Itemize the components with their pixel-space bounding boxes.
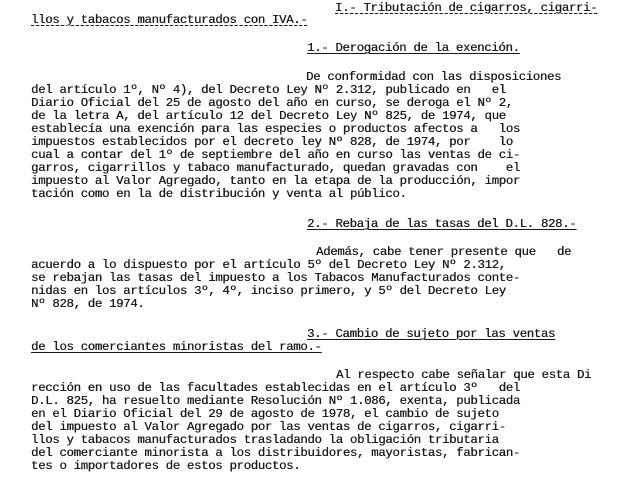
subsection-3-heading-line2: de los comerciantes minoristas del ramo.- (31, 340, 322, 354)
paragraph-line: Además, cabe tener presente que de (316, 245, 572, 259)
paragraph-line: tación como en la de distribución y venta al público. (31, 187, 407, 201)
paragraph-line: en el Diario Oficial del 29 de agosto de 1978, el cambio de sujeto (31, 407, 499, 421)
section-heading-line2: llos y tabacos manufacturados con IVA.- (31, 13, 308, 27)
paragraph-line: llos y tabacos manufacturados trasladando la obligación tributaria (31, 433, 499, 447)
paragraph-line: nidas en los artículos 3º, 4º, inciso primero, y 5º del Decreto Ley (31, 284, 506, 298)
paragraph-line: Diario Oficial del 25 de agosto del año en curso, se deroga el Nº 2, (31, 96, 513, 110)
paragraph-line: del comerciante minorista a los distribuidores, mayoristas, fabrican- (31, 446, 520, 460)
paragraph-line: Nº 828, de 1974. (31, 297, 145, 311)
paragraph-line: impuestos establecidos por el decreto ley Nº 828, de 1974, por lo (31, 135, 513, 149)
paragraph-line: tes o importadores de estos productos. (31, 459, 301, 473)
paragraph-line: de la letra A, del artículo 12 del Decreto Ley Nº 825, de 1974, que (31, 109, 506, 123)
subsection-1-heading: 1.- Derogación de la exención. (307, 41, 520, 55)
paragraph-line: garros, cigarrillos y tabaco manufacturado, quedan gravadas con el (31, 161, 520, 175)
paragraph-line: se rebajan las tasas del impuesto a los Tabacos Manufacturados conte- (31, 271, 520, 285)
subsection-2-heading: 2.- Rebaja de las tasas del D.L. 828.- (307, 217, 577, 231)
paragraph-line: Al respecto cabe señalar que esta Di (336, 368, 592, 382)
subsection-3-heading-line1: 3.- Cambio de sujeto por las ventas (307, 327, 555, 341)
paragraph-line: del impuesto al Valor Agregado por las ventas de cigarros, cigarri- (31, 420, 506, 434)
section-heading-line1: I.- Tributación de cigarros, cigarri- (335, 1, 598, 15)
paragraph-line: acuerdo a lo dispuesto por el artículo 5º del Decreto Ley Nº 2.312, (31, 258, 506, 272)
paragraph-line: De conformidad con las disposiciones (306, 70, 562, 84)
paragraph-line: impuesto al Valor Agregado, tanto en la etapa de la producción, impor (31, 174, 520, 188)
paragraph-line: del artículo 1º, Nº 4), del Decreto Ley Nº 2.312, publicado en el (31, 83, 506, 97)
paragraph-line: establecía una exención para las especies o productos afectos a los (31, 122, 520, 136)
paragraph-line: D.L. 825, ha resuelto mediante Resolución Nº 1.086, exenta, publicada (31, 394, 520, 408)
paragraph-line: rección en uso de las facultades establecidas en el artículo 3º del (31, 381, 520, 395)
paragraph-line: cual a contar del 1º de septiembre del año en curso las ventas de ci- (31, 148, 520, 162)
